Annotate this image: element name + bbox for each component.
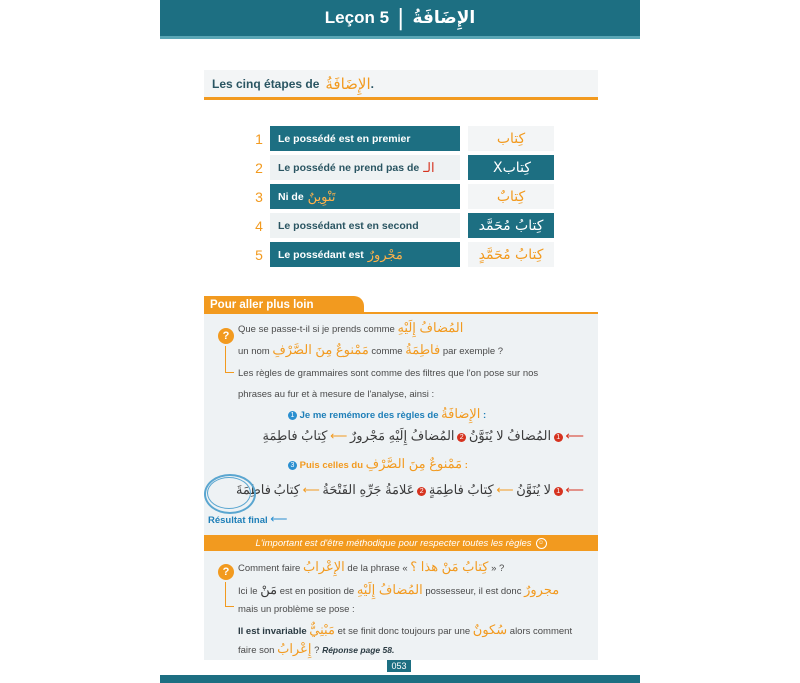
q2-line1 xyxy=(238,559,504,575)
result-label xyxy=(208,512,288,526)
section-five-steps-dot: . xyxy=(370,76,374,91)
q1-arabic-2: مَمْنوعٌ مِنَ الصَّرْفِ xyxy=(272,342,369,357)
steps-list xyxy=(250,126,560,271)
q2-text-1c: » ? xyxy=(491,563,505,574)
rule1-part-c: كِتابُ فاطِمَةِ xyxy=(262,428,328,443)
section-five-steps-arabic: الإِضَافَةُ xyxy=(325,74,371,93)
rule-number-1: 1 xyxy=(554,433,563,442)
q2-arabic-7: سُكونٌ xyxy=(472,622,508,637)
q1-line1 xyxy=(238,320,463,336)
q1-line2 xyxy=(238,342,503,358)
q2-text-5b: ? xyxy=(314,645,320,656)
rule2-colon: : xyxy=(464,460,468,471)
q2-arabic-4: المُضافُ إِلَيْهِ xyxy=(356,582,423,597)
q2-arabic-3: مَنْ xyxy=(260,582,278,597)
q1-arabic-1: المُضافُ إِلَيْهِ xyxy=(397,320,464,335)
q2-line5 xyxy=(238,641,394,657)
q2-text-1b: de la phrase « xyxy=(347,563,408,574)
go-further-panel xyxy=(204,314,598,660)
bracket-line xyxy=(225,346,234,373)
rule1-chain xyxy=(244,428,584,444)
arrow-left-icon: ⟵ xyxy=(270,512,288,526)
rule-number-1: 1 xyxy=(554,487,563,496)
q1-text-1: Que se passe-t-il si je prends comme xyxy=(238,324,395,335)
step-text: Le possédant est en second xyxy=(278,219,419,232)
step-row xyxy=(250,184,560,209)
section-five-steps-label: Les cinq étapes de xyxy=(212,76,320,91)
step-text-box xyxy=(270,213,460,238)
q2-text-1a: Comment faire xyxy=(238,563,301,574)
rule2-part-c: عَلامَةُ جَرِّهِ الفَتْحَةُ xyxy=(322,482,415,497)
question-icon: ? xyxy=(218,564,234,580)
step-example-arabic: كِتابُ مُحَمَّد xyxy=(478,217,544,234)
step-row xyxy=(250,155,560,180)
section-five-steps xyxy=(204,70,598,100)
step-text: Le possédé est en premier xyxy=(278,132,411,145)
q2-line2 xyxy=(238,582,559,598)
q2-text-4b: et se finit donc toujours par une xyxy=(337,626,471,637)
q2-arabic-2: كِتابُ مَنْ هذا ؟ xyxy=(410,559,489,574)
q1-text-2a: un nom xyxy=(238,346,270,357)
q2-arabic-5: مجرورٌ xyxy=(524,582,560,597)
rule2-label: Puis celles du xyxy=(299,460,364,471)
step-number: 3 xyxy=(255,188,263,205)
step-example xyxy=(468,155,554,180)
step-text-arabic: تَنْوِينٌ xyxy=(307,188,336,204)
step-example xyxy=(468,184,554,209)
rule2-part-d: كِتابُ xyxy=(273,482,300,497)
step-text-box xyxy=(270,126,460,151)
step-text-box xyxy=(270,242,460,267)
rule1-label: Je me remémore des règles de xyxy=(299,410,439,421)
q2-arabic-8: إِعْرابُ xyxy=(277,641,312,656)
rule1-part-b: المُضافُ إِلَيْهِ مَجْرورٌ xyxy=(349,428,455,443)
step-example xyxy=(468,242,554,267)
q1-text-2c: par exemple ? xyxy=(442,346,504,357)
method-band xyxy=(204,535,598,551)
q2-line3: mais un problème se pose : xyxy=(238,604,355,615)
rule1-colon: : xyxy=(483,410,487,421)
q1-answer-1: Les règles de grammaires sont comme des filtres que l'on pose sur nos xyxy=(238,368,539,379)
rule2-part-e: فاطِمَةَ xyxy=(235,482,271,497)
cross-mark: X xyxy=(493,159,503,176)
step-text: Le possédant est xyxy=(278,248,364,261)
arrow-left-icon: ⟵ xyxy=(302,483,320,497)
result-text: Résultat final xyxy=(208,515,268,526)
step-number: 2 xyxy=(255,159,263,176)
arrow-left-icon: ⟵ xyxy=(565,428,584,443)
step-text-box xyxy=(270,184,460,209)
footer-bar xyxy=(160,675,640,683)
step-row xyxy=(250,126,560,151)
step-text: Ni de xyxy=(278,190,304,203)
title-separator: | xyxy=(397,5,405,31)
lesson-header xyxy=(160,0,640,39)
step-row xyxy=(250,242,560,267)
rule2-heading xyxy=(288,456,468,472)
question-icon: ? xyxy=(218,328,234,344)
q2-text-2c: possesseur, il est donc xyxy=(425,586,522,597)
page xyxy=(160,0,640,683)
arrow-left-icon: ⟵ xyxy=(330,429,348,443)
q2-text-5a: faire son xyxy=(238,645,275,656)
q1-arabic-3: فاطِمَةُ xyxy=(405,342,441,357)
step-text-arabic: مَجْرورٌ xyxy=(367,246,403,262)
step-number: 1 xyxy=(255,130,263,147)
arrow-left-icon: ⟵ xyxy=(496,483,514,497)
step-example-arabic: كِتاب xyxy=(496,130,526,147)
q1-answer-2: phrases au fur et à mesure de l'analyse, ainsi : xyxy=(238,389,435,400)
rule2-part-a: لا يُنَوَّنُ xyxy=(516,482,552,497)
method-band-text: L'important est d'être méthodique pour respecter toutes les règles xyxy=(255,537,532,549)
step-number: 4 xyxy=(255,217,263,234)
rule1-number: 1 xyxy=(288,411,297,420)
page-number: 053 xyxy=(387,660,411,672)
q2-arabic-1: الإِعْرابُ xyxy=(302,559,345,574)
q2-text-2a: Ici le xyxy=(238,586,258,597)
rule1-part-a: المُضافُ لا يُنَوَّنُ xyxy=(468,428,552,443)
q2-text-4c: alors comment xyxy=(509,626,573,637)
step-example xyxy=(468,126,554,151)
rule-number-2: 2 xyxy=(417,487,426,496)
step-example xyxy=(468,213,554,238)
rule1-heading xyxy=(288,406,486,422)
step-text-arabic: الـ xyxy=(423,159,435,175)
step-example-arabic: كِتاب xyxy=(502,159,531,176)
lesson-title: Leçon 5 xyxy=(324,8,390,27)
step-text: Le possédé ne prend pas de xyxy=(278,161,420,174)
rule-number-2: 2 xyxy=(457,433,466,442)
step-text-box xyxy=(270,155,460,180)
lesson-arabic-title: الإِضَافَةُ xyxy=(412,8,476,28)
highlight-circle-inner xyxy=(207,477,251,509)
rule2-number: 3 xyxy=(288,461,297,470)
step-number: 5 xyxy=(255,246,263,263)
step-example-arabic: كِتابٌ xyxy=(496,188,526,205)
bracket-line xyxy=(225,582,234,607)
q2-text-2b: est en position de xyxy=(279,586,355,597)
step-row xyxy=(250,213,560,238)
q2-arabic-6: مَبْنِيٌّ xyxy=(309,622,335,637)
rule2-chain xyxy=(235,482,584,498)
rule1-arabic: الإِضافَةُ xyxy=(441,406,481,421)
q2-text-4a: Il est invariable xyxy=(238,626,307,637)
answer-reference: Réponse page 58. xyxy=(322,645,395,655)
smile-icon: ☺ xyxy=(536,538,547,549)
q2-line4 xyxy=(238,622,572,638)
section-go-further-title: Pour aller plus loin xyxy=(204,296,364,314)
arrow-left-icon: ⟵ xyxy=(565,482,584,497)
step-example-arabic: كِتابُ مُحَمَّدٍ xyxy=(478,246,544,263)
rule2-part-b: كِتابُ فاطِمَةٍ xyxy=(428,482,494,497)
rule2-arabic: مَمْنوعٌ مِنَ الصَّرْفِ xyxy=(365,456,463,471)
q1-text-2b: comme xyxy=(371,346,403,357)
